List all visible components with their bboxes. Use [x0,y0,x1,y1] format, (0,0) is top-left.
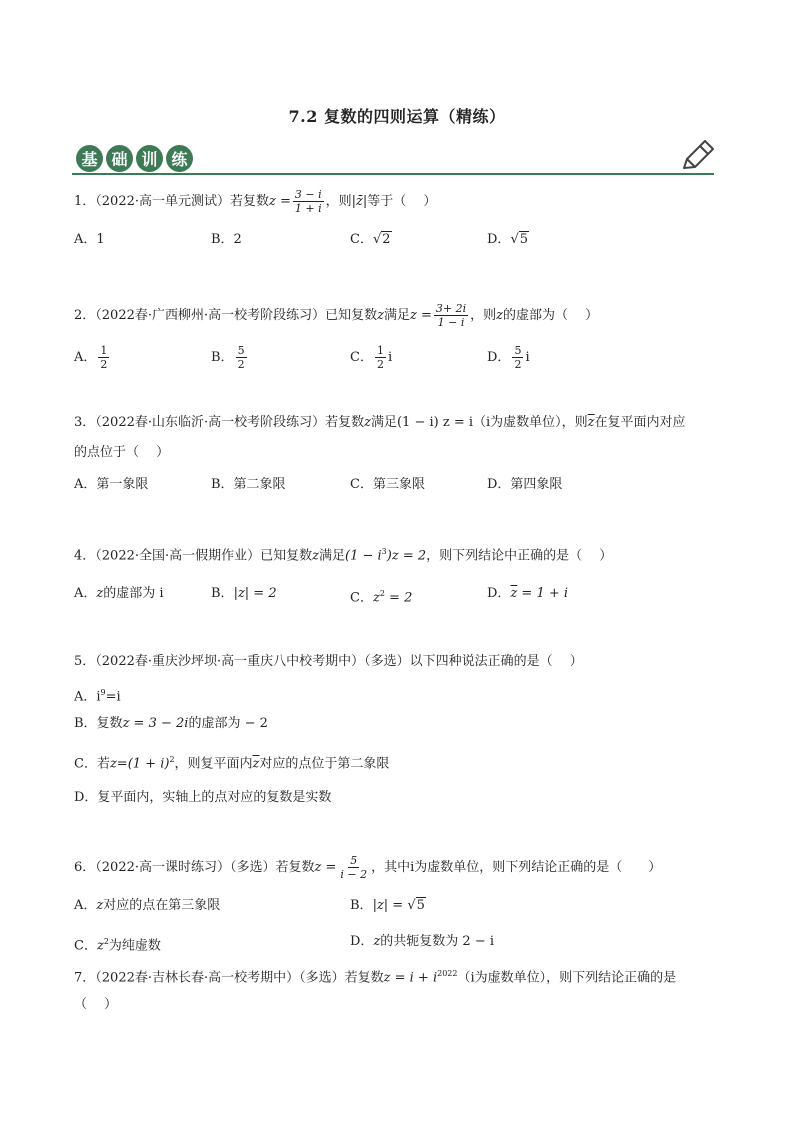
option-a[interactable]: A．z对应的点在第三象限 [74,898,221,913]
fraction: $\frac{5}{2}$ [237,344,245,371]
option-d[interactable]: D．第四象限 [487,477,563,492]
option-b[interactable]: B． $\frac{5}{2}$ [211,344,245,371]
fraction: $\frac{5}{2}$ [514,344,522,371]
question-text: 3．（2022春·山东临沂·高一校考阶段练习）若复数 [74,415,365,430]
option-d[interactable]: D．$\overline{z} = 1 + i$ [487,586,569,601]
option-c[interactable]: C．第三象限 [350,477,425,492]
question-text: 7．（2022春·吉林长春·高一校考期中）（多选）若复数 [74,970,384,986]
option-b[interactable]: B．|z| = 2 [211,586,277,601]
option-a[interactable]: A．第一象限 [74,477,149,492]
question-5: 5．（2022春·重庆沙坪坝·高一重庆八中校考期中）（多选）以下四种说法正确的是（ ） [74,654,583,669]
fraction: $\frac{3+ 2i}{1 - i}$ [435,302,467,329]
question-4: 4．（2022·全国·高一假期作业）已知复数z满足$(1 - i^3)z = 2$，则下列结论中正确的是（ ） [74,547,613,564]
option-c[interactable]: C．若$z=(1 + i)^2$，则复平面内$\overline{z}$对应的点位于第二象限 [74,755,390,772]
math-expr: |z̄| [351,194,368,209]
option-a[interactable]: A．1 [74,232,105,247]
sqrt-expr: √5 [510,232,529,247]
question-2: 2．（2022春·广西柳州·高一校考阶段练习）已知复数z满足z = $\frac{3+ 2i}{1 - i}$ ，则z的虚部为（ ） [74,302,599,329]
section-badge: 础 [106,145,133,172]
question-text: 4．（2022·全国·高一假期作业）已知复数 [74,548,313,564]
option-d[interactable]: D． $\frac{5}{2}$ i [487,344,530,371]
page-title: 7.2 复数的四则运算（精练） [288,107,506,126]
option-a[interactable]: A．$i^9=i$ [74,688,121,705]
question-text: 1．（2022·高一单元测试）若复数 [74,194,269,209]
option-b[interactable]: B．第二象限 [211,477,286,492]
option-d[interactable]: D．√5 [487,232,529,247]
section-badge: 训 [136,145,163,172]
fraction: $\frac{5}{i - 2}$ [340,854,368,881]
section-badge: 基 [76,145,103,172]
option-c[interactable]: C． $\frac{1}{2}$ i [350,344,393,371]
question-6: 6．（2022·高一课时练习）（多选）若复数z = $\frac{5}{i - 2}$ ，其中i为虚数单位，则下列结论正确的是（ ） [74,854,662,881]
math-expr: z = [410,308,432,323]
option-d[interactable]: D．z的共轭复数为 2 − i [350,934,495,949]
fraction: $\frac{3 - i}{1 + i}$ [294,188,322,215]
option-a[interactable]: A．z的虚部为 i [74,586,164,601]
question-7-line-2: （ ） [74,997,118,1012]
fraction: $\frac{1}{2}$ [100,344,108,371]
option-c[interactable]: C．√2 [350,232,391,247]
option-b[interactable]: B．|z| = √5 [350,898,425,913]
fraction: $\frac{1}{2}$ [376,344,384,371]
option-a[interactable]: A． $\frac{1}{2}$ [74,344,108,371]
section-header [72,140,722,180]
math-expr: z = [269,194,291,209]
question-7: 7．（2022春·吉林长春·高一校考期中）（多选）若复数$z = i + i^{2022}(i$为虚数单位），则下列结论正确的是 [74,969,677,986]
sqrt-expr: √5 [407,898,425,913]
option-d[interactable]: D．复平面内，实轴上的点对应的复数是实数 [74,790,332,805]
question-3-line-2: 的点位于（ ） [74,445,170,460]
option-b[interactable]: B．2 [211,232,242,247]
sqrt-expr: √2 [372,232,391,247]
question-1: 1．（2022·高一单元测试）若复数z = $\frac{3 - i}{1 + i}$ ，则|z̄|等于（ ） [74,188,437,215]
question-text: 2．（2022春·广西柳州·高一校考阶段练习）已知复数 [74,308,378,323]
option-b[interactable]: B．复数z = 3 − 2i的虚部为 − 2 [74,716,268,731]
option-c[interactable]: C．$z^2 = 2$ [350,589,413,606]
option-c[interactable]: C．$z^2$为纯虚数 [74,937,161,954]
question-3: 3．（2022春·山东临沂·高一校考阶段练习）若复数z满足(1 − i) z = i（i为虚数单位），则$\overline{z}$在复平面内对应 [74,415,686,430]
section-divider [72,173,714,175]
section-badge: 练 [166,145,193,172]
pencil-icon [678,138,718,174]
question-text: 6．（2022·高一课时练习）（多选）若复数 [74,860,315,875]
